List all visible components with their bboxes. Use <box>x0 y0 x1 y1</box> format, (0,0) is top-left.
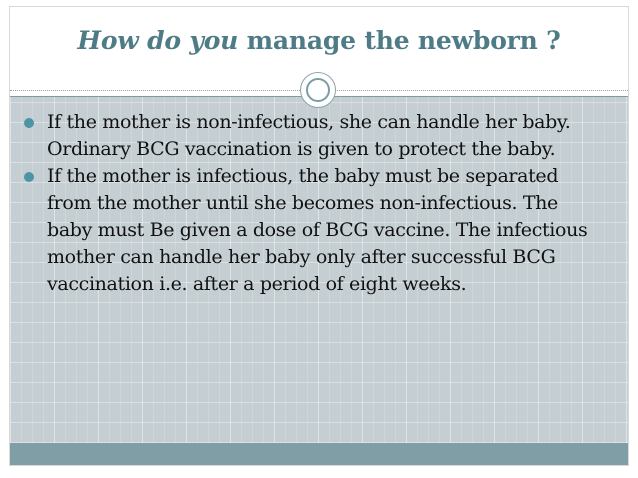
slide-title <box>10 26 628 55</box>
bullet-text: If the mother is infectious, the baby must be separated from the mother until she becomes non-infectious. The baby must Be given a dose of BCG vaccine. The infectious mother can handle her baby only after successful BCG vaccination i.e. after a period of eight weeks. <box>47 165 588 295</box>
slide-title-rest: manage the newborn ? <box>238 26 561 55</box>
bullet-item <box>24 163 604 298</box>
bullet-text: If the mother is non-infectious, she can handle her baby. Ordinary BCG vaccination is given to protect the baby. <box>47 111 571 160</box>
circle-ornament-inner <box>306 78 330 102</box>
bullet-list <box>24 109 604 298</box>
slide-title-italic: How do you <box>77 26 239 55</box>
footer-bar <box>10 443 628 465</box>
bullet-dot-icon <box>24 172 34 182</box>
bullet-item <box>24 109 604 163</box>
circle-ornament-icon <box>300 72 336 108</box>
bullet-dot-icon <box>24 118 34 128</box>
